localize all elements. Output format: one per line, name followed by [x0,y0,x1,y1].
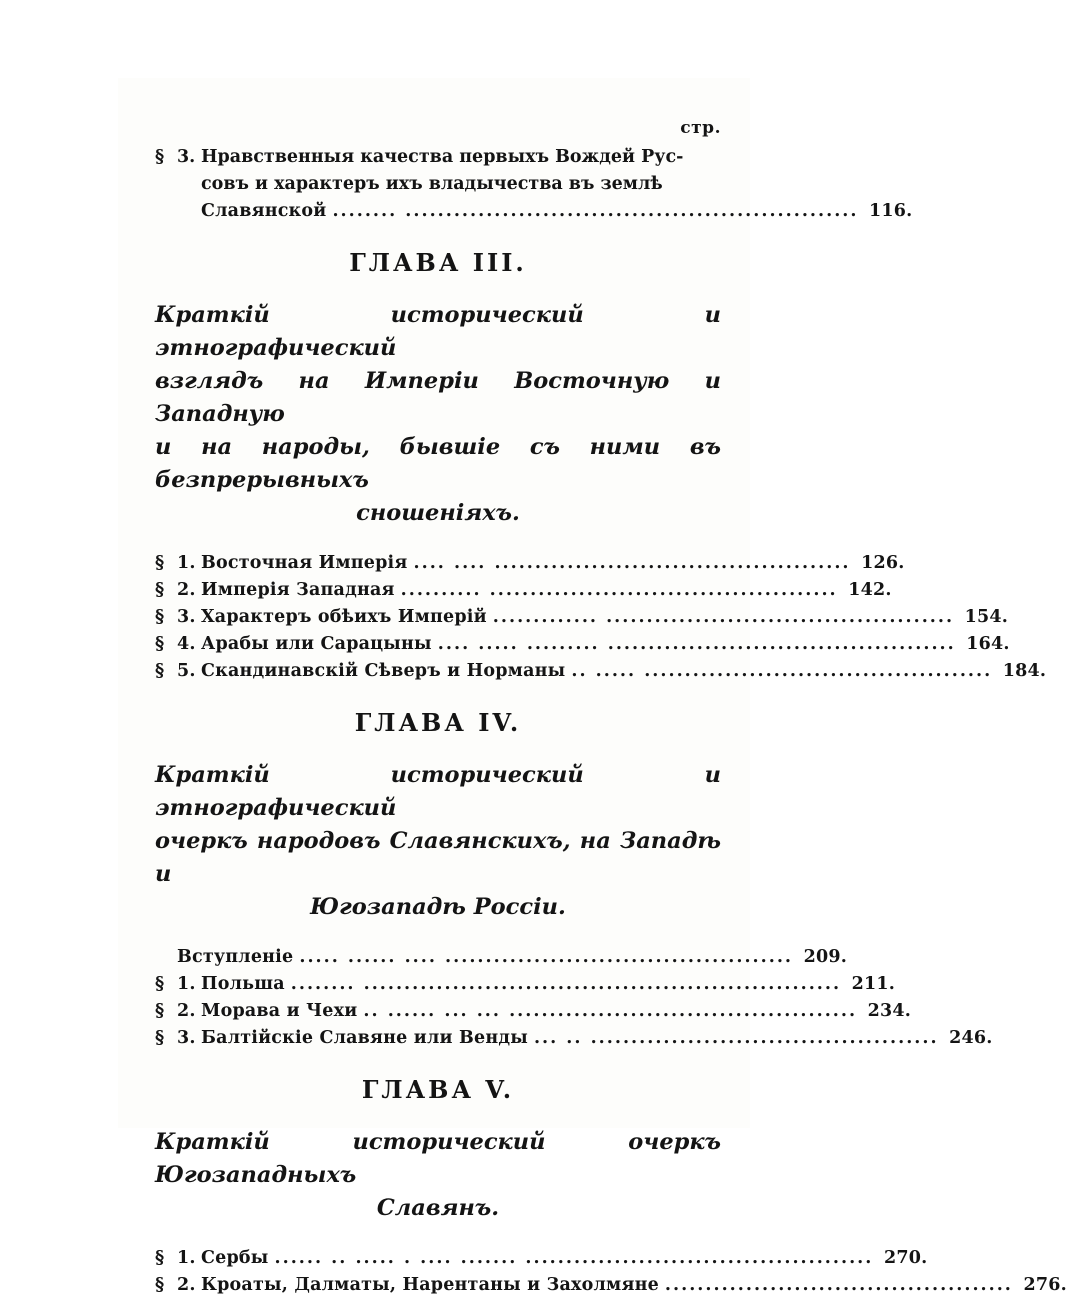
entry-number: 1. [177,1248,196,1268]
entry-number: 2. [177,1275,196,1295]
section-sign: § [155,1001,165,1021]
toc-entry[interactable] [155,1245,928,1272]
entry-number: 3. [177,1028,196,1048]
leader-dots: ............. ........................................... [492,607,955,627]
summary-line: сношеніяхъ. [356,500,520,526]
section-sign: § [155,1248,165,1268]
entry-number: 2. [177,1001,196,1021]
entry-title: Арабы или Сарацыны [201,634,432,654]
entry-number: 4. [177,634,196,654]
section-sign: § [155,1275,165,1295]
entry-title: Балтійскіе Славяне или Венды [201,1028,528,1048]
entry-page-number: 142. [848,580,892,600]
entry-title: Имперія Западная [201,580,395,600]
leader-dots: ...... .. ..... . .... ....... ........................................... [274,1248,874,1268]
entry-title-line: совъ и характеръ ихъ владычества въ землѣ [201,174,663,194]
summary-line: очеркъ народовъ Славянскихъ, на Западѣ и [155,828,721,887]
toc-entry[interactable] [155,1025,993,1052]
toc-list [155,944,993,1052]
entry-page-number: 154. [964,607,1009,627]
chapter-heading: ГЛАВА V. [361,1075,515,1104]
toc-entry[interactable] [155,971,896,998]
section-sign: § [155,974,165,994]
summary-line: Краткій исторический очеркъ Югозападныхъ [155,1129,721,1188]
entry-title: Сербы [201,1248,269,1268]
entry-page-number: 246. [949,1028,993,1048]
entry-number: 2. [177,580,196,600]
toc-list [155,1245,1067,1299]
toc-entry[interactable] [155,998,912,1025]
entry-title: Скандинавскій Сѣверъ и Норманы [201,661,566,681]
summary-line: Славянъ. [376,1195,500,1221]
toc-entry[interactable] [155,550,905,577]
entry-title: Польша [201,974,285,994]
section-sign: § [155,580,165,600]
leader-dots: .. ..... ........................................... [571,661,993,681]
entry-page-number: 209. [803,947,848,967]
entry-title: Вступленіе [177,947,294,967]
entry-title: Восточная Имперія [201,553,408,573]
entry-title-line: Славянской [201,201,327,221]
entry-number: 1. [177,974,196,994]
section-sign: § [155,634,165,654]
section-sign: § [155,553,165,573]
entry-page-number: 126. [861,553,905,573]
entry-page-number: 270. [883,1248,928,1268]
section-sign: § [155,1028,165,1048]
leader-dots: .... .... ............................................ [413,553,851,573]
leader-dots: .... ..... ......... ........................................... [437,634,956,654]
toc-entry[interactable] [155,631,1010,658]
chapter-summary [155,299,721,530]
toc-entry[interactable] [155,577,892,604]
toc-entry[interactable] [155,604,1009,631]
leader-dots: ........ ........................................................... [290,974,842,994]
entry-title: Характеръ обѣихъ Имперій [201,607,487,627]
summary-line: Югозападѣ Россіи. [310,894,566,920]
entry-number: 1. [177,553,196,573]
summary-line: Краткій исторический и этнографический [155,302,721,361]
entry-page-number: 211. [851,974,896,994]
page-column-label: стр. [680,118,721,138]
leader-dots: ..... ...... .... ........................................... [299,947,794,967]
section-sign: § [155,607,165,627]
entry-title: Морава и Чехи [201,1001,358,1021]
entry-page-number: 184. [1002,661,1047,681]
entry-page-number: 164. [966,634,1010,654]
leader-dots: .. ...... ... ... ........................................... [363,1001,858,1021]
toc-list [155,550,1047,685]
entry-page-number: 276. [1023,1275,1067,1295]
leader-dots: .......... ........................................... [400,580,838,600]
entry-title: Кроаты, Далматы, Нарентаны и Захолмяне [201,1275,659,1295]
entry-title-line: Нравственныя качества первыхъ Вождей Рус- [201,147,684,167]
leader-dots: ... .. ........................................... [533,1028,939,1048]
entry-page-number: 234. [867,1001,912,1021]
entry-number: 3. [177,147,196,167]
toc-column [155,118,1067,1299]
toc-entry[interactable] [155,944,848,971]
entry-page-number: 116. [869,201,913,221]
summary-line: и на народы, бывшіе съ ними въ безпрерывныхъ [155,434,721,493]
summary-line: Краткій исторический и этнографический [155,762,721,821]
section-sign: § [155,661,165,681]
chapter-heading: ГЛАВА III. [349,248,527,277]
leader-dots: ........................................... [664,1275,1013,1295]
entry-number: 3. [177,607,196,627]
chapter-summary [155,1126,721,1225]
leader-dots: ........ ........................................................ [332,201,859,221]
summary-line: взглядъ на Имперіи Восточную и Западную [155,368,721,427]
toc-entry[interactable] [155,658,1047,685]
section-sign: § [155,147,165,167]
chapter-heading: ГЛАВА IV. [354,708,522,737]
entry-number: 5. [177,661,196,681]
chapter-summary [155,759,721,924]
toc-entry[interactable] [155,1272,1067,1299]
toc-entry-carry[interactable] [155,144,913,225]
